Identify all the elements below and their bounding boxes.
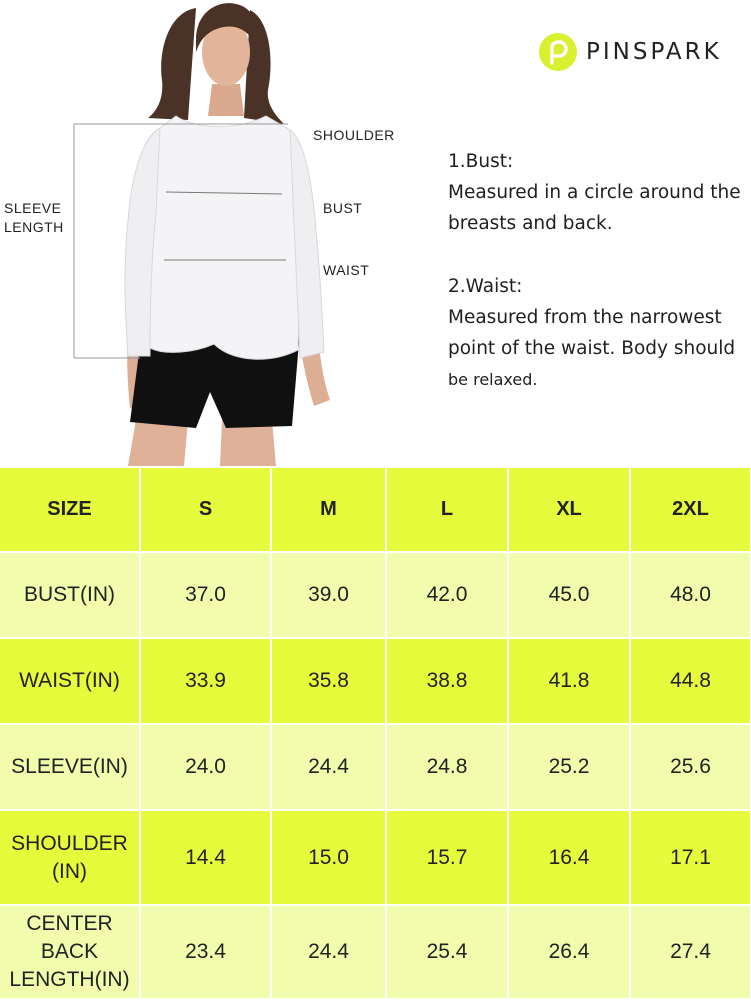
- sleeve-length-label: [4, 199, 64, 237]
- size-chart-table: [0, 468, 751, 1000]
- row-label: WAIST(IN): [0, 638, 140, 724]
- row-label: CENTER BACK LENGTH(IN): [0, 905, 140, 999]
- table-cell: 24.8: [386, 724, 508, 810]
- bust-label: BUST: [323, 200, 363, 216]
- table-cell: 25.6: [630, 724, 751, 810]
- bust-note-title: 1.Bust:: [448, 151, 514, 172]
- table-row: [0, 552, 751, 638]
- table-cell: 14.4: [140, 810, 271, 905]
- header-cell: XL: [508, 468, 630, 552]
- table-cell: 15.7: [386, 810, 508, 905]
- header-cell: L: [386, 468, 508, 552]
- sleeve-label-line2: LENGTH: [4, 219, 64, 235]
- brand-name: PINSPARK: [586, 39, 722, 65]
- header-cell: M: [271, 468, 386, 552]
- table-cell: 38.8: [386, 638, 508, 724]
- header-cell: S: [140, 468, 271, 552]
- sleeve-label-line1: SLEEVE: [4, 200, 62, 216]
- table-cell: 17.1: [630, 810, 751, 905]
- table-row: [0, 724, 751, 810]
- shoulder-label: SHOULDER: [313, 127, 395, 143]
- table-cell: 35.8: [271, 638, 386, 724]
- row-label: BUST(IN): [0, 552, 140, 638]
- table-cell: 33.9: [140, 638, 271, 724]
- waist-note-title: 2.Waist:: [448, 276, 523, 297]
- waist-label: WAIST: [323, 262, 370, 278]
- waist-note-text-b: be relaxed.: [448, 370, 538, 389]
- model-illustration: [0, 0, 440, 466]
- table-cell: 16.4: [508, 810, 630, 905]
- brand-mark-icon: [538, 32, 578, 72]
- table-cell: 45.0: [508, 552, 630, 638]
- table-cell: 27.4: [630, 905, 751, 999]
- table-cell: 25.4: [386, 905, 508, 999]
- table-cell: 42.0: [386, 552, 508, 638]
- row-label: SHOULDER (IN): [0, 810, 140, 905]
- header-cell: 2XL: [630, 468, 751, 552]
- table-cell: 44.8: [630, 638, 751, 724]
- model-figure: [0, 0, 440, 466]
- bust-note-text: Measured in a circle around the breasts and back.: [448, 182, 741, 234]
- waist-note-text-a: Measured from the narrowest point of the waist. Body should: [448, 307, 736, 359]
- table-cell: 25.2: [508, 724, 630, 810]
- waist-note-text: [448, 302, 748, 395]
- header-cell: SIZE: [0, 468, 140, 552]
- table-cell: 39.0: [271, 552, 386, 638]
- table-row: [0, 905, 751, 999]
- brand-logo: [538, 32, 722, 72]
- row-label: SLEEVE(IN): [0, 724, 140, 810]
- measurement-notes: [448, 146, 748, 395]
- table-cell: 24.4: [271, 724, 386, 810]
- table-row: [0, 810, 751, 905]
- table-cell: 24.0: [140, 724, 271, 810]
- table-cell: 23.4: [140, 905, 271, 999]
- table-cell: 41.8: [508, 638, 630, 724]
- table-cell: 15.0: [271, 810, 386, 905]
- table-cell: 37.0: [140, 552, 271, 638]
- table-cell: 48.0: [630, 552, 751, 638]
- table-header-row: [0, 468, 751, 552]
- table-cell: 24.4: [271, 905, 386, 999]
- table-row: [0, 638, 751, 724]
- table-cell: 26.4: [508, 905, 630, 999]
